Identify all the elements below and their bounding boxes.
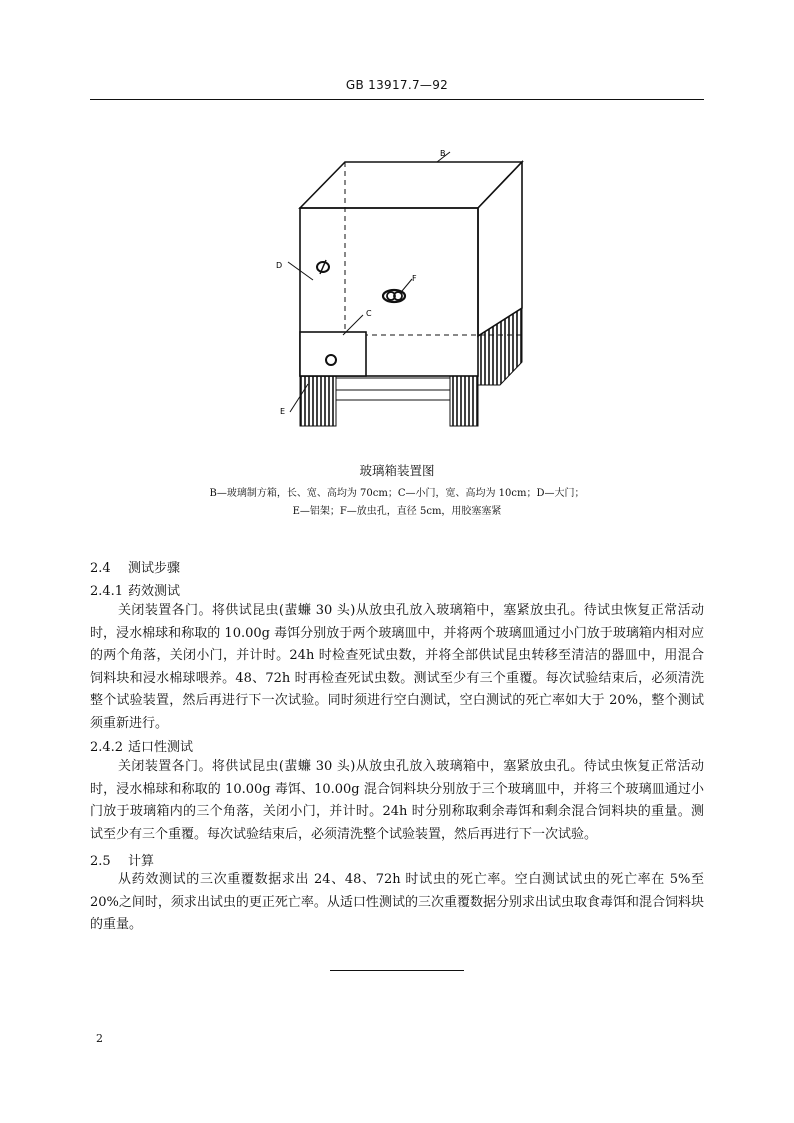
section-number: 2.4	[90, 561, 111, 576]
label-d: D	[276, 261, 283, 270]
section-title: 计算	[128, 854, 155, 869]
figure-title: 玻璃箱装置图	[359, 463, 435, 478]
section-2-4-1-body: 关闭装置各门。将供试昆虫(蜚蠊 30 头)从放虫孔放入玻璃箱中，塞紧放虫孔。待试虫恢复正常活动时，浸水棉球和称取的 10.00g 毒饵分别放于两个玻璃皿中，并将两个玻璃皿通过小门放于玻璃箱内相对应的两个角落，关闭小门，并计时。24h 时检查死试虫数，并将全部供试昆虫转移至清洁的器皿中，用混合饲料块和浸水棉球喂养。48、72h 时再检查死试虫数。测试至少有三个重覆。每次试验结束后，必须清洗整个试验装置，然后再进行下一次试验。同时须进行空白测试，空白测试的死亡率如大于 20%，整个测试须重新进行。	[90, 603, 704, 731]
end-rule	[330, 970, 464, 971]
section-2-4-2-heading	[90, 736, 193, 755]
section-number: 2.4.2	[90, 740, 124, 755]
section-2-4-2-body: 关闭装置各门。将供试昆虫(蜚蠊 30 头)从放虫孔放入玻璃箱中，塞紧放虫孔。待试虫恢复正常活动时，浸水棉球和称取的 10.00g 毒饵、10.00g 混合饲料块分别放于三个玻璃皿中，并将三个玻璃皿通过小门放于玻璃箱内的三个角落，关闭小门，并计时。24h 时分别称取剩余毒饵和剩余混合饲料块的重量。测试至少有三个重覆。每次试验结束后，必须清洗整个试验装置，然后再进行下一次试验。	[90, 759, 704, 842]
label-c: C	[366, 309, 372, 318]
label-e: E	[280, 407, 286, 416]
section-2-5-body: 从药效测试的三次重覆数据求出 24、48、72h 时试虫的死亡率。空白测试试虫的死亡率在 5%至 20%之间时，须求出试虫的更正死亡率。从适口性测试的三次重覆数据分别求出试虫取食毒饵和混合饲料块的重量。	[90, 872, 704, 933]
section-2-4-heading	[90, 557, 180, 576]
glass-box-diagram	[260, 140, 540, 430]
header-rule	[90, 99, 704, 100]
page-number: 2	[96, 1032, 103, 1045]
figure-legend-line-1: B—玻璃制方箱，长、宽、高均为 70cm；C—小门，宽、高均为 10cm；D—大门；	[209, 488, 585, 499]
section-2-5-heading	[90, 850, 154, 869]
label-f: F	[412, 274, 417, 283]
section-title: 测试步骤	[128, 561, 181, 576]
section-title: 适口性测试	[128, 740, 194, 755]
section-title: 药效测试	[128, 584, 181, 599]
section-number: 2.5	[90, 854, 111, 869]
figure-legend-line-2: E—铝架；F—放虫孔，直径 5cm，用胶塞塞紧	[292, 506, 502, 517]
small-door	[300, 332, 366, 376]
section-2-4-1-heading	[90, 580, 180, 599]
label-b: B	[440, 149, 446, 158]
glass-box-figure	[260, 140, 540, 430]
section-number: 2.4.1	[90, 584, 124, 599]
document-header: GB 13917.7—92	[345, 78, 449, 92]
